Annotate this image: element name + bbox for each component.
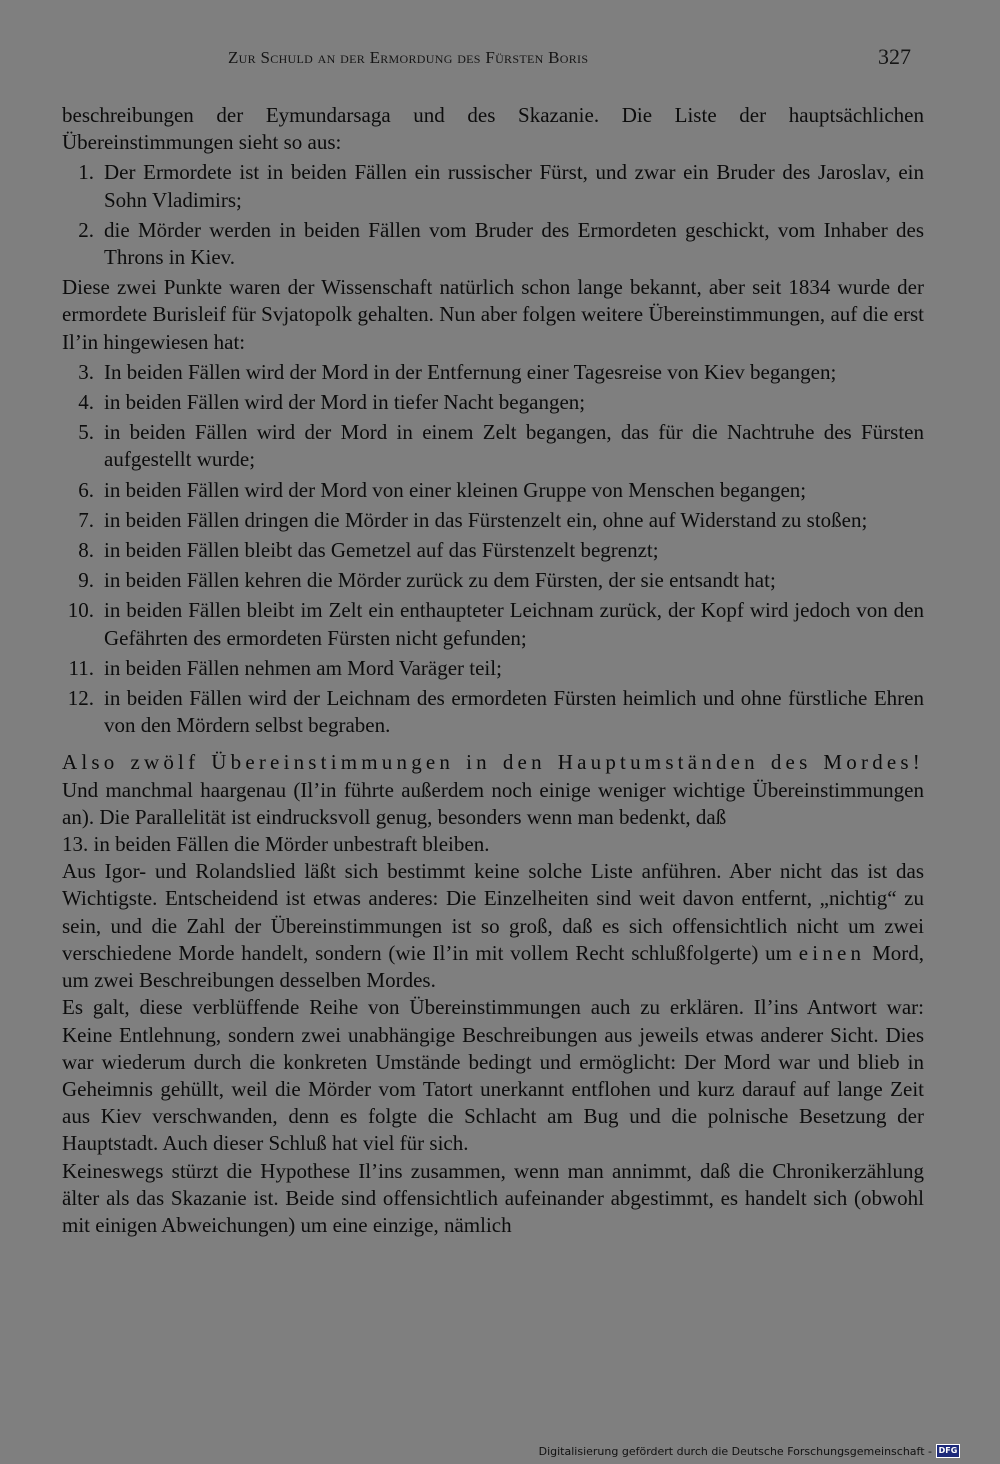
item-text: in beiden Fällen bleibt das Gemetzel auf das Fürstenzelt begrenzt; <box>104 538 659 563</box>
list-item <box>62 419 924 473</box>
item-text: in beiden Fällen wird der Mord in einem Zelt begangen, das für die Nachtruhe des Fürsten aufgestellt wurde; <box>104 420 924 472</box>
item-number: 13. <box>62 832 89 857</box>
item-number: 11. <box>68 655 94 680</box>
spaced-emphasis: Also zwölf Übereinstimmungen in den Hauptumständen des Mordes! <box>62 750 924 775</box>
agreement-list-b <box>62 359 924 740</box>
paragraph-c-rest: Und manchmal haargenau (Il’in führte außerdem noch einige weniger wichtige Übereinstimmungen an). Die Parallelität ist eindrucksvoll genug, besonders wenn man bedenkt, daß <box>62 777 924 829</box>
list-item <box>62 159 924 213</box>
item-text: in beiden Fällen nehmen am Mord Varäger teil; <box>104 655 502 680</box>
footer-text: Digitalisierung gefördert durch die Deutsche Forschungsgemeinschaft - <box>538 1444 932 1458</box>
item-text: die Mörder werden in beiden Fällen vom Bruder des Ermordeten geschickt, vom Inhaber des Throns in Kiev. <box>104 217 924 270</box>
page-number: 327 <box>878 44 911 69</box>
item-number: 9. <box>78 568 94 593</box>
item-text: in beiden Fällen wird der Mord in tiefer Nacht begangen; <box>104 390 586 415</box>
item-number: 8. <box>78 538 94 563</box>
agreement-list-a <box>62 159 924 271</box>
agreement-list-c <box>62 831 924 858</box>
item-number: 5. <box>78 420 94 445</box>
item-text: in beiden Fällen bleibt im Zelt ein enthaupteter Leichnam zurück, der Kopf wird jedoch von den Gefährten des ermordeten Fürsten nicht gefunden; <box>104 598 924 650</box>
item-text: Der Ermordete ist in beiden Fällen ein russischer Fürst, und zwar ein Bruder des Jaroslav, ein Sohn Vladimirs; <box>104 160 924 212</box>
running-title: Zur Schuld an der Ermordung des Fürsten Boris <box>228 48 589 67</box>
spaced-emphasis: einen <box>798 940 866 965</box>
paragraph-b: Diese zwei Punkte waren der Wissenschaft natürlich schon lange bekannt, aber seit 1834 wurde der ermordete Burisleif für Svjatopolk gehalten. Nun aber folgen weitere Übereinstimmungen, auf die erst Il’in hingewiesen hat: <box>62 275 924 354</box>
item-text: in beiden Fällen dringen die Mörder in das Fürstenzelt ein, ohne auf Widerstand zu stoßen; <box>104 507 868 532</box>
list-item <box>62 389 924 416</box>
paragraph-f: Keineswegs stürzt die Hypothese Il’ins zusammen, wenn man annimmt, daß die Chronikerzählung älter als das Skazanie ist. Beide sind offensichtlich aufeinander abgestimmt, es handelt sich (obwohl mit einigen Abweichungen) um eine einzige, nämlich <box>62 1158 924 1237</box>
paragraph-d-after: Mord, um zwei Beschreibungen desselben Mordes. <box>62 940 924 993</box>
item-text: In beiden Fällen wird der Mord in der Entfernung einer Tagesreise von Kiev begangen; <box>104 359 837 384</box>
intro-paragraph: beschreibungen der Eymundarsaga und des Skazanie. Die Liste der hauptsächlichen Übereinstimmungen sieht so aus: <box>62 103 924 155</box>
item-number: 3. <box>78 359 94 384</box>
item-text: in beiden Fällen wird der Mord von einer kleinen Gruppe von Menschen begangen; <box>104 477 807 502</box>
list-item <box>62 655 924 682</box>
digitization-footer <box>539 1444 960 1458</box>
list-item <box>62 507 924 534</box>
dfg-logo: DFG <box>936 1444 960 1458</box>
item-number: 2. <box>78 217 94 242</box>
paragraph-c <box>62 749 924 831</box>
item-number: 7. <box>78 507 94 532</box>
item-text: in beiden Fällen kehren die Mörder zurück zu dem Fürsten, der sie entsandt hat; <box>104 568 776 593</box>
list-item <box>62 537 924 564</box>
list-item <box>62 217 924 271</box>
list-item <box>62 477 924 504</box>
list-item <box>62 359 924 386</box>
list-item <box>62 567 924 594</box>
paragraph-d <box>62 858 924 994</box>
paragraph-e: Es galt, diese verblüffende Reihe von Übereinstimmungen auch zu erklären. Il’ins Antwort war: Keine Entlehnung, sondern zwei unabhängige Beschreibungen aus jeweils etwas anderer Sicht. Dies war wiederum durch die konkreten Umstände bedingt und ermöglicht: Der Mord war und blieb in Geheimnis gehüllt, weil die Mörder vom Tatort unerkannt entflohen und kurz darauf auf lange Zeit aus Kiev verschwanden, denn es folgte die Schlacht am Bug und die polnische Besetzung der Hauptstadt. Auch dieser Schluß hat viel für sich. <box>62 995 924 1156</box>
list-item <box>62 685 924 739</box>
item-number: 4. <box>78 390 94 415</box>
item-text: in beiden Fällen wird der Leichnam des ermordeten Fürsten heimlich und ohne fürstliche Ehren von den Mördern selbst begraben. <box>104 686 924 738</box>
body-text <box>62 102 924 1239</box>
list-item <box>62 597 924 651</box>
item-text: in beiden Fällen die Mörder unbestraft bleiben. <box>93 832 490 857</box>
item-number: 6. <box>78 477 94 502</box>
paragraph-d-before: Aus Igor- und Rolandslied läßt sich bestimmt keine solche Liste anführen. Aber nicht das ist das Wichtigste. Entscheidend ist etwas anderes: Die Einzelheiten sind weit davon entfernt, „nichtig“ zu sein, und die Zahl der Übereinstimmungen ist so groß, daß es sich offensichtlich nicht um zwei verschiedene Morde handelt, sondern (wie Il’in mit vollem Recht schlußfolgerte) um <box>62 859 924 965</box>
item-number: 1. <box>78 160 94 185</box>
item-number: 10. <box>67 598 94 623</box>
item-number: 12. <box>67 686 94 711</box>
list-item <box>62 831 924 858</box>
